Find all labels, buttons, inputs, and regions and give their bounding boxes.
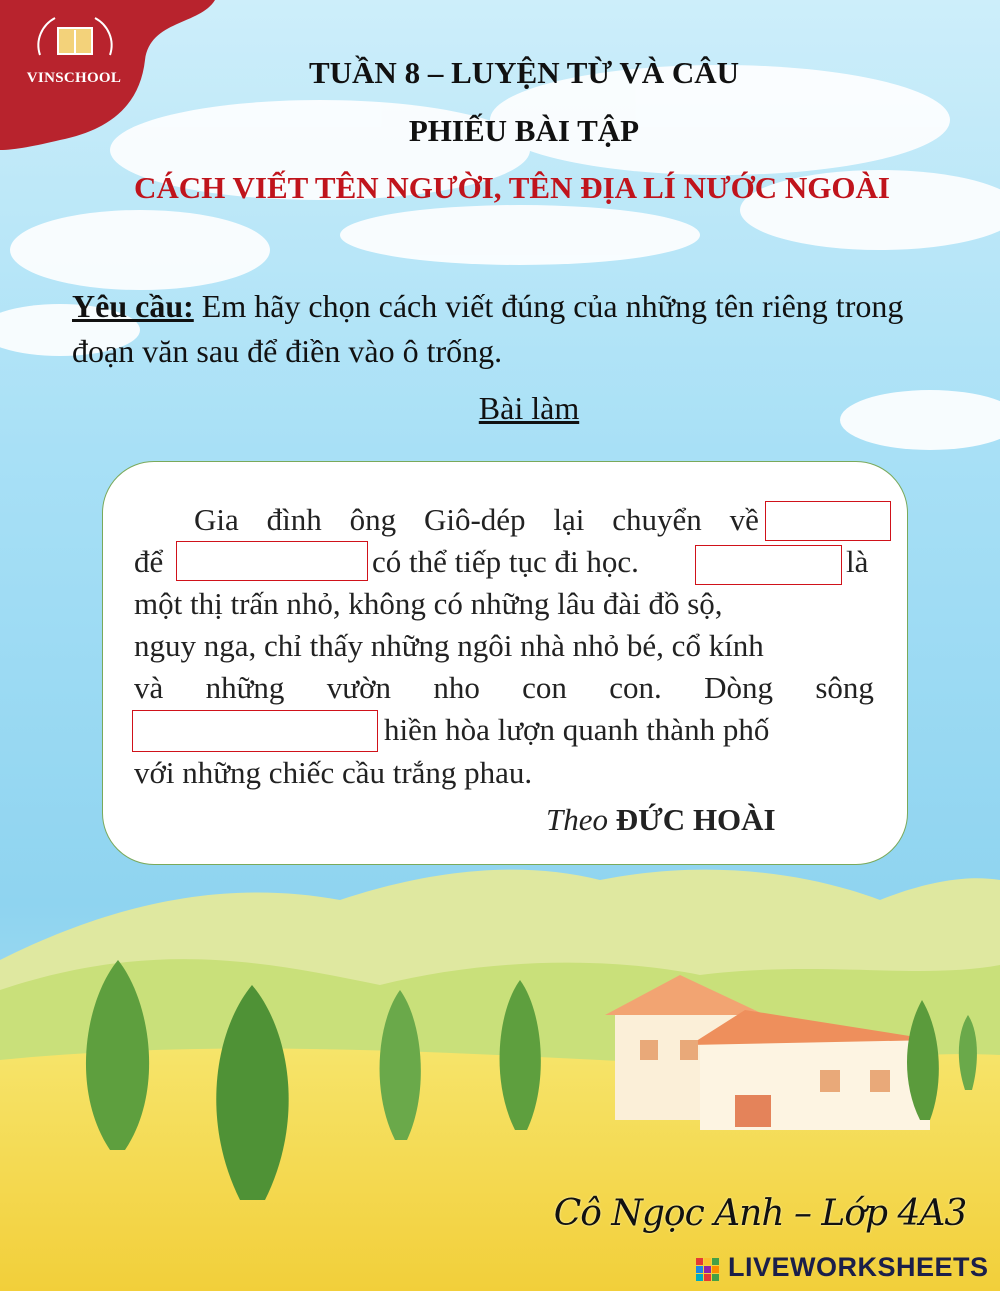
passage-line-2c: là: [846, 544, 869, 579]
passage-word: Dòng: [704, 670, 774, 705]
passage-source: [546, 802, 776, 838]
source-author: ĐỨC HOÀI: [615, 802, 776, 837]
passage-word: lại: [553, 502, 585, 537]
topic-title: CÁCH VIẾT TÊN NGƯỜI, TÊN ĐỊA LÍ NƯỚC NGOÀI: [134, 170, 890, 205]
passage-line-5: [134, 670, 874, 706]
worksheet-title: PHIẾU BÀI TẬP: [408, 113, 640, 148]
requirement-text: Em hãy chọn cách viết đúng của những tên riêng trong đoạn văn sau để điền vào ô trống.: [72, 288, 904, 369]
passage-word: ông: [349, 502, 397, 537]
passage-word: chuyển: [612, 502, 702, 537]
passage-line-4: nguy nga, chỉ thấy những ngôi nhà nhỏ bé, cổ kính: [134, 628, 764, 663]
passage-word: và: [134, 670, 164, 705]
passage-word: đình: [266, 502, 322, 537]
passage-line-2a: để: [134, 544, 164, 579]
vinschool-logo-text: VINSCHOOL: [26, 70, 122, 86]
passage-word: con.: [609, 670, 662, 705]
requirement: [72, 284, 972, 374]
answer-blank-2[interactable]: [176, 541, 368, 581]
liveworksheets-watermark: LIVEWORKSHEETS: [728, 1252, 989, 1282]
passage-line-3: một thị trấn nhỏ, không có những lâu đài đồ sộ,: [134, 586, 723, 621]
passage-word: Gia: [194, 502, 239, 537]
answer-blank-4[interactable]: [132, 710, 378, 752]
answer-blank-1[interactable]: [765, 501, 891, 541]
teacher-signature: Cô Ngọc Anh – Lớp 4A3: [553, 1193, 967, 1234]
requirement-label: Yêu cầu:: [72, 288, 194, 324]
passage-line-7: với những chiếc cầu trắng phau.: [134, 755, 533, 790]
passage-word: sông: [815, 670, 874, 705]
passage-line-1: [194, 502, 759, 538]
passage-line-6: hiền hòa lượn quanh thành phố: [384, 712, 770, 747]
passage-line-2b: có thể tiếp tục đi học.: [372, 544, 639, 579]
passage-word: về: [729, 502, 759, 537]
answer-blank-3[interactable]: [695, 545, 842, 585]
passage-word: Giô-dép: [423, 502, 526, 537]
passage-word: con: [522, 670, 567, 705]
passage-word: vườn: [326, 670, 391, 705]
passage-word: những: [205, 670, 285, 705]
work-title: Bài làm: [478, 390, 580, 426]
week-lesson-title: TUẦN 8 – LUYỆN TỪ VÀ CÂU: [308, 55, 740, 90]
source-prefix: Theo: [546, 802, 608, 837]
passage-word: nho: [433, 670, 480, 705]
